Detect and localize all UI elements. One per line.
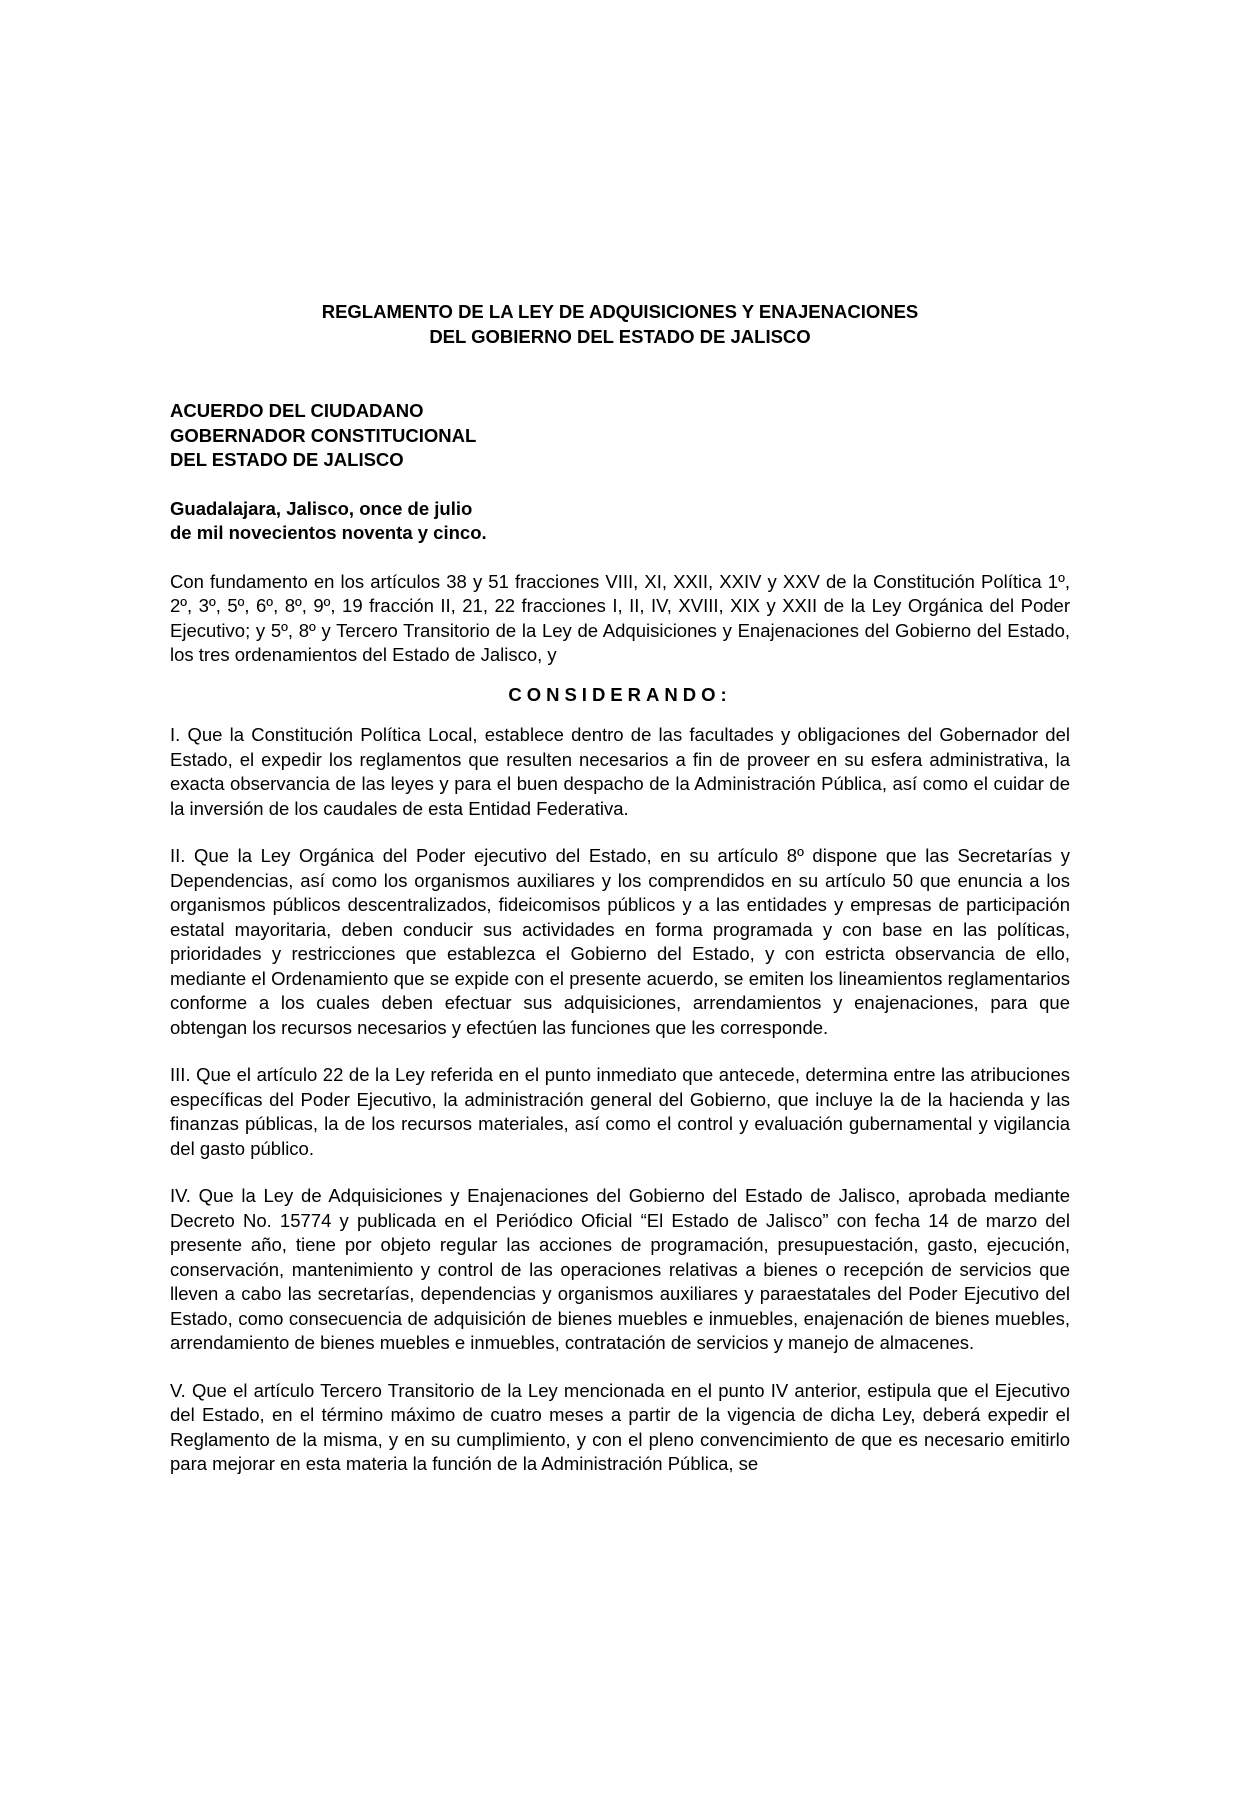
document-body bbox=[170, 300, 1070, 1477]
paragraph-ii: II. Que la Ley Orgánica del Poder ejecutivo del Estado, en su artículo 8º dispone que las Secretarías y Dependencias, así como los organismos auxiliares y los comprendidos en su artículo 50 que enuncia a los organismos públicos descentralizados, fideicomisos públicos y a las entidades y empresas de participación estatal mayoritaria, deben conducir sus actividades en forma programada y con base en las políticas, prioridades y restricciones que establezca el Gobierno del Estado, y con estricta observancia de ello, mediante el Ordenamiento que se expide con el presente acuerdo, se emiten los lineamientos reglamentarios conforme a los cuales deben efectuar sus adquisiciones, arrendamientos y enajenaciones, para que obtengan los recursos necesarios y efectúen las funciones que les corresponde. bbox=[170, 845, 1070, 1038]
title-line-1: REGLAMENTO DE LA LEY DE ADQUISICIONES Y ENAJENACIONES bbox=[321, 301, 919, 322]
acuerdo-line-1: ACUERDO DEL CIUDADANO bbox=[170, 400, 424, 421]
acuerdo-line-2: GOBERNADOR CONSTITUCIONAL bbox=[170, 424, 477, 446]
paragraph-iii: III. Que el artículo 22 de la Ley referida en el punto inmediato que antecede, determina entre las atribuciones específicas del Poder Ejecutivo, la administración general del Gobierno, que incluye la de la hacienda y las finanzas públicas, la de los recursos materiales, así como el control y evaluación gubernamental y vigilancia del gasto público. bbox=[170, 1064, 1070, 1159]
intro-paragraph: Con fundamento en los artículos 38 y 51 fracciones VIII, XI, XXII, XXIV y XXV de la Constitución Política 1º, 2º, 3º, 5º, 6º, 8º, 9º, 19 fracción II, 21, 22 fracciones I, II, IV, XVIII, XIX y XXII de la Ley Orgánica del Poder Ejecutivo; y 5º, 8º y Tercero Transitorio de la Ley de Adquisiciones y Enajenaciones del Gobierno del Estado, los tres ordenamientos del Estado de Jalisco, y bbox=[170, 570, 1070, 665]
paragraph-i: I. Que la Constitución Política Local, establece dentro de las facultades y obligaciones del Gobernador del Estado, el expedir los reglamentos que resulten necesarios a fin de proveer en su esfera administrativa, la exacta observancia de las leyes y para el buen despacho de la Administración Pública, así como el cuidar de la inversión de los caudales de esta Entidad Federativa. bbox=[170, 724, 1070, 819]
document-title bbox=[170, 300, 1070, 349]
paragraph-v: V. Que el artículo Tercero Transitorio de la Ley mencionada en el punto IV anterior, estipula que el Ejecutivo del Estado, en el término máximo de cuatro meses a partir de la vigencia de dicha Ley, deberá expedir el Reglamento de la misma, y en su cumplimiento, y con el pleno convencimiento de que es necesario emitirlo para mejorar en esta materia la función de la Administración Pública, se bbox=[170, 1379, 1070, 1474]
place-date-line-1: Guadalajara, Jalisco, once de julio bbox=[170, 497, 473, 519]
place-date-line-2: de mil novecientos noventa y cinco. bbox=[170, 522, 487, 543]
title-line-2: DEL GOBIERNO DEL ESTADO DE JALISCO bbox=[429, 325, 811, 347]
paragraph-iv: IV. Que la Ley de Adquisiciones y Enajenaciones del Gobierno del Estado de Jalisco, aprobada mediante Decreto No. 15774 y publicada en el Periódico Oficial “El Estado de Jalisco” con fecha 14 de marzo del presente año, tiene por objeto regular las acciones de programación, presupuestación, gasto, ejecución, conservación, mantenimiento y control de las operaciones relativas a bienes o recepción de servicios que lleven a cabo las secretarías, dependencias y organismos auxiliares y paraestatales del Poder Ejecutivo del Estado, como consecuencia de adquisición de bienes muebles e inmuebles, enajenación de bienes muebles, arrendamiento de bienes muebles e inmuebles, contratación de servicios y manejo de almacenes. bbox=[170, 1185, 1070, 1353]
place-date bbox=[170, 497, 1070, 546]
acuerdo-line-3: DEL ESTADO DE JALISCO bbox=[170, 449, 404, 470]
acuerdo-heading bbox=[170, 399, 1070, 473]
considerando-heading: CONSIDERANDO: bbox=[508, 683, 732, 705]
